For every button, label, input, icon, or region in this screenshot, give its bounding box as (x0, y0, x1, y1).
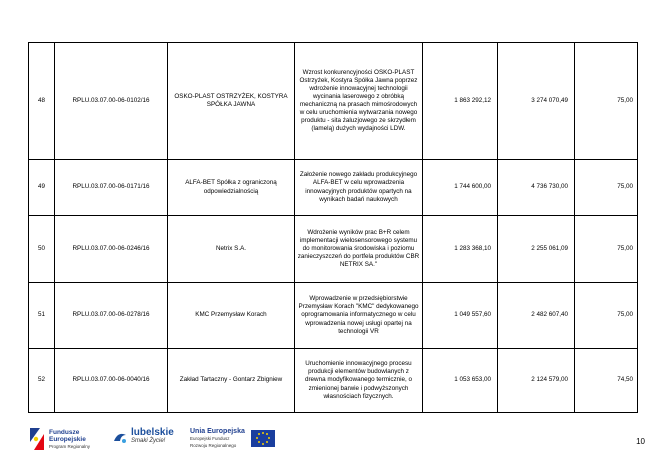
eu-line2: Europejski Fundusz (190, 436, 230, 441)
fe-line2: Europejskie (49, 435, 86, 443)
project-title: Uruchomienie innowacyjnego procesu produkcji elementów budowlanych z drewna modyfikowanego termicznie, o zmienionej barwie i podwyższonych własnościach fizycznych. (295, 349, 423, 413)
fe-line1: Fundusze (49, 428, 80, 436)
project-code: RPLU.03.07.00-06-0171/16 (55, 160, 168, 216)
eu-text (190, 428, 245, 449)
eu-flag-icon (251, 430, 275, 447)
grant-amount: 1 053 653,00 (423, 349, 498, 413)
project-code: RPLU.03.07.00-06-0040/16 (55, 349, 168, 413)
eu-line3: Rozwoju Regionalnego (190, 443, 237, 448)
score: 75,00 (575, 283, 638, 349)
table-row (29, 283, 638, 349)
project-code: RPLU.03.07.00-06-0102/16 (55, 43, 168, 160)
beneficiary-name: ALFA-BET Spółka z ograniczoną odpowiedzialnością (168, 160, 295, 216)
fe-line3: Program Regionalny (49, 443, 91, 449)
project-title: Wdrożenie wyników prac B+R celem implementacji wielosensorowego systemu do monitorowania środowiska i poziomu zanieczyszczeń do portfela produktów CBR NETRIX SA." (295, 216, 423, 283)
beneficiary-name: Zakład Tartaczny - Gontarz Zbigniew (168, 349, 295, 413)
fe-star-icon (30, 428, 44, 450)
eu-line1: Unia Europejska (190, 428, 245, 435)
project-title: Wzrost konkurencyjności OSKO-PLAST Ostrzyżek, Kostyra Spółka Jawna poprzez wdrożenie innowacyjnej technologii wycinania laserowego z obróbką mechaniczną na prasach mimośrodowych w celu uruchomienia wytwarzania nowego produktu - sita żaluzjowego ze skrzydłem (lamelą) dużych wydajności LDW. (295, 43, 423, 160)
fundusze-europejskie-logo (30, 428, 90, 450)
total-value: 2 124 579,00 (498, 349, 575, 413)
beneficiary-name: OSKO-PLAST OSTRZYŻEK, KOSTYRA SPÓŁKA JAWNA (168, 43, 295, 160)
row-number: 52 (29, 349, 55, 413)
total-value: 4 736 730,00 (498, 160, 575, 216)
beneficiary-name: Netrix S.A. (168, 216, 295, 283)
footer-logos (0, 425, 665, 465)
row-number: 49 (29, 160, 55, 216)
page-number: 10 (636, 437, 645, 446)
row-number: 50 (29, 216, 55, 283)
score: 75,00 (575, 216, 638, 283)
table-row (29, 216, 638, 283)
grant-amount: 1 283 368,10 (423, 216, 498, 283)
total-value: 3 274 070,49 (498, 43, 575, 160)
lubelskie-text: lubelskie (131, 427, 174, 438)
score: 74,50 (575, 349, 638, 413)
grants-table (28, 42, 638, 413)
project-title: Założenie nowego zakładu produkcyjnego ALFA-BET w celu wprowadzenia innowacyjnych produktów opartych na wynikach badań naukowych (295, 160, 423, 216)
score: 75,00 (575, 43, 638, 160)
row-number: 51 (29, 283, 55, 349)
lubelskie-tagline: Smaki Życie! (131, 438, 166, 444)
grant-amount: 1 744 600,00 (423, 160, 498, 216)
total-value: 2 482 607,40 (498, 283, 575, 349)
project-code: RPLU.03.07.00-06-0246/16 (55, 216, 168, 283)
fe-text (49, 429, 90, 450)
table-row (29, 160, 638, 216)
row-number: 48 (29, 43, 55, 160)
score: 75,00 (575, 160, 638, 216)
table-row (29, 349, 638, 413)
total-value: 2 255 061,09 (498, 216, 575, 283)
grant-amount: 1 863 292,12 (423, 43, 498, 160)
lubelskie-logo (112, 428, 174, 445)
table-row (29, 43, 638, 160)
lubelskie-emblem-icon (112, 429, 128, 445)
project-code: RPLU.03.07.00-06-0278/16 (55, 283, 168, 349)
eu-logo (190, 428, 275, 449)
beneficiary-name: KMC Przemysław Korach (168, 283, 295, 349)
project-title: Wprowadzenie w przedsiębiorstwie Przemysław Korach "KMC" dedykowanego oprogramowania informatycznego w celu wprowadzenia nowej usługi opartej na technologii VR (295, 283, 423, 349)
grant-amount: 1 049 557,60 (423, 283, 498, 349)
